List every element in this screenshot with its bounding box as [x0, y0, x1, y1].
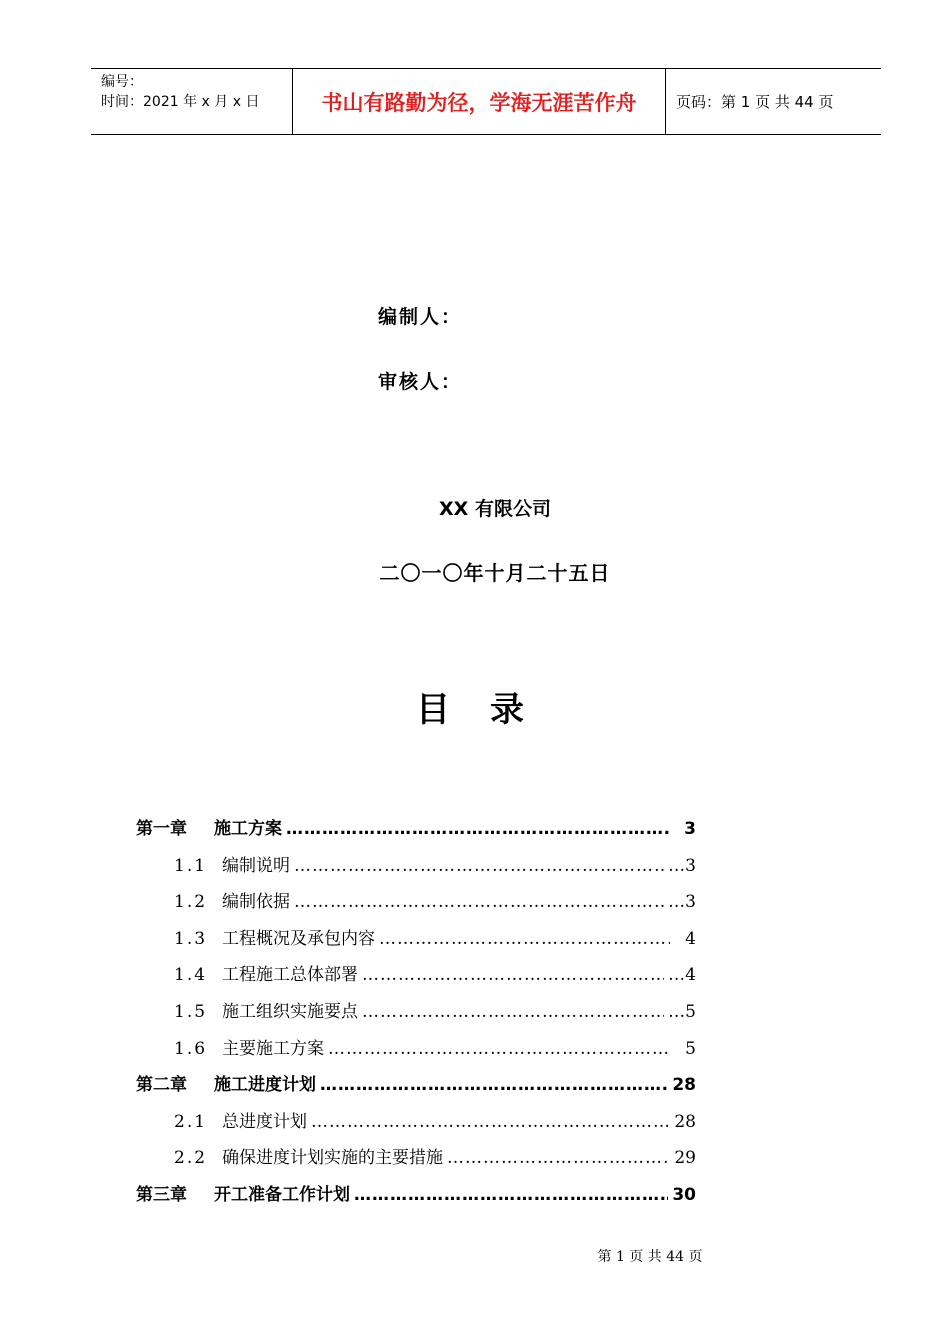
toc-page: 28: [674, 1111, 696, 1132]
toc-entry-title: 确保进度计划实施的主要措施: [222, 1148, 443, 1169]
toc-row[interactable]: [136, 1143, 696, 1180]
document-date: 二〇一〇年十月二十五日: [379, 561, 611, 585]
toc-row[interactable]: [136, 997, 696, 1034]
toc-entry-title: 编制说明: [222, 855, 290, 876]
toc-leader: [362, 965, 664, 985]
toc-leader: [328, 1039, 670, 1059]
toc-leader: [362, 1002, 664, 1022]
toc-page: …4: [668, 965, 696, 986]
toc-page: …3: [668, 855, 696, 876]
compiler-label: 编制人：: [378, 306, 463, 328]
toc-number: 第二章: [136, 1075, 187, 1096]
header-motto: 书山有路勤为径，学海无涯苦作舟: [293, 69, 666, 134]
toc-page: …5: [668, 1001, 696, 1022]
reviewer-label: 审核人：: [378, 371, 463, 393]
toc-page: 29: [674, 1148, 696, 1169]
header-time: 时间：2021 年 x 月 x 日: [101, 94, 260, 110]
toc-page: 4: [685, 928, 696, 949]
toc-entry-title: 工程概况及承包内容: [222, 928, 375, 949]
toc-number: 1.4: [174, 965, 208, 986]
toc-number: 第三章: [136, 1184, 187, 1205]
toc-leader: [294, 892, 664, 912]
toc-leader: [286, 819, 670, 839]
toc-entry-title: 开工准备工作计划: [214, 1184, 350, 1205]
toc-page: …3: [668, 892, 696, 913]
toc-entry-title: 施工进度计划: [214, 1075, 316, 1096]
toc-entry-title: 主要施工方案: [222, 1038, 324, 1059]
document-header: [91, 68, 881, 135]
toc-entry-title: 施工方案: [214, 819, 282, 839]
toc-leader: [320, 1075, 668, 1095]
toc-page: 3: [684, 819, 696, 839]
toc-title: 目录: [416, 690, 564, 730]
toc-page: 5: [685, 1038, 696, 1059]
toc-page: 30: [672, 1184, 696, 1205]
toc-row[interactable]: [136, 1180, 696, 1217]
toc-row[interactable]: [136, 814, 696, 851]
toc-row[interactable]: [136, 1070, 696, 1107]
toc-entry-title: 编制依据: [222, 892, 290, 913]
toc-entry-title: 工程施工总体部署: [222, 965, 358, 986]
toc-row[interactable]: [136, 887, 696, 924]
toc-number: 1.1: [174, 855, 208, 876]
toc-number: 1.2: [174, 892, 208, 913]
toc-leader: [354, 1185, 668, 1205]
table-of-contents: [136, 814, 696, 1217]
toc-row[interactable]: [136, 1107, 696, 1144]
toc-number: 1.3: [174, 928, 208, 949]
toc-leader: [294, 856, 664, 876]
toc-leader: [447, 1148, 670, 1168]
toc-leader: [379, 929, 670, 949]
header-meta: [91, 69, 293, 134]
toc-number: 2.1: [174, 1111, 208, 1132]
toc-row[interactable]: [136, 1034, 696, 1071]
toc-entry-title: 施工组织实施要点: [222, 1001, 358, 1022]
header-number: 编号：: [101, 74, 143, 90]
toc-row[interactable]: [136, 924, 696, 961]
toc-number: 2.2: [174, 1148, 208, 1169]
company-name: XX 有限公司: [439, 498, 551, 520]
page-footer: 第 1 页 共 44 页: [597, 1249, 703, 1265]
toc-row[interactable]: [136, 960, 696, 997]
toc-row[interactable]: [136, 851, 696, 888]
toc-leader: [311, 1112, 670, 1132]
toc-number: 第一章: [136, 819, 187, 839]
toc-page: 28: [672, 1075, 696, 1096]
toc-number: 1.5: [174, 1001, 208, 1022]
toc-entry-title: 总进度计划: [222, 1111, 307, 1132]
header-page-info: 页码：第 1 页 共 44 页: [676, 93, 834, 111]
toc-number: 1.6: [174, 1038, 208, 1059]
